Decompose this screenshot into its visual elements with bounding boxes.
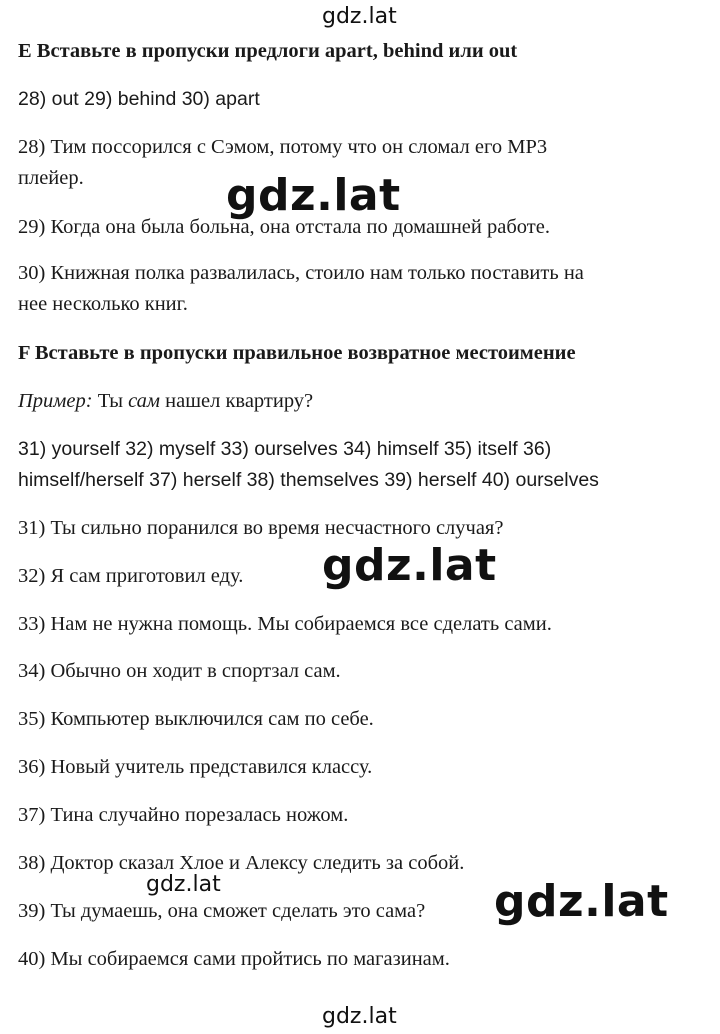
section-e-heading: E Вставьте в пропуски предлоги apart, behind или out bbox=[18, 40, 518, 62]
watermark-bottom: gdz.lat bbox=[322, 1004, 397, 1029]
section-f-item: 35) Компьютер выключился сам по себе. bbox=[18, 708, 374, 730]
watermark-big: gdz.lat bbox=[322, 540, 497, 591]
section-e-item: плейер. bbox=[18, 167, 84, 189]
section-e-answers: 28) out 29) behind 30) apart bbox=[18, 88, 260, 110]
section-e-item: 30) Книжная полка развалилась, стоило нам только поставить на bbox=[18, 262, 584, 284]
example-pre: Ты bbox=[97, 390, 123, 412]
watermark-big: gdz.lat bbox=[226, 170, 401, 221]
section-f-item: 39) Ты думаешь, она сможет сделать это сама? bbox=[18, 900, 426, 922]
section-e-item: 29) Когда она была больна, она отстала по домашней работе. bbox=[18, 216, 550, 238]
section-e-item: 28) Тим поссорился с Сэмом, потому что он сломал его MP3 bbox=[18, 136, 548, 158]
watermark-top: gdz.lat bbox=[322, 4, 397, 29]
section-f-answers: himself/herself 37) herself 38) themselves 39) herself 40) ourselves bbox=[18, 469, 599, 491]
section-f-item: 34) Обычно он ходит в спортзал сам. bbox=[18, 660, 341, 682]
example-post: нашел квартиру? bbox=[165, 390, 314, 412]
section-f-item: 37) Тина случайно порезалась ножом. bbox=[18, 804, 349, 826]
watermark-big: gdz.lat bbox=[494, 876, 669, 927]
section-f-item: 33) Нам не нужна помощь. Мы собираемся все сделать сами. bbox=[18, 613, 552, 635]
example-label: Пример: bbox=[18, 390, 93, 412]
section-f-example bbox=[18, 386, 708, 416]
example-word: сам bbox=[128, 390, 161, 412]
section-f-item: 36) Новый учитель представился классу. bbox=[18, 756, 373, 778]
section-f-item: 32) Я сам приготовил еду. bbox=[18, 565, 244, 587]
watermark-small: gdz.lat bbox=[146, 872, 221, 897]
section-e-item: нее несколько книг. bbox=[18, 293, 188, 315]
section-f-item: 40) Мы собираемся сами пройтись по магазинам. bbox=[18, 948, 450, 970]
section-f-item: 38) Доктор сказал Хлое и Алексу следить за собой. bbox=[18, 852, 465, 874]
section-f-item: 31) Ты сильно поранился во время несчастного случая? bbox=[18, 517, 504, 539]
section-f-answers: 31) yourself 32) myself 33) ourselves 34) himself 35) itself 36) bbox=[18, 438, 552, 460]
section-f-heading: F Вставьте в пропуски правильное возвратное местоимение bbox=[18, 342, 576, 364]
